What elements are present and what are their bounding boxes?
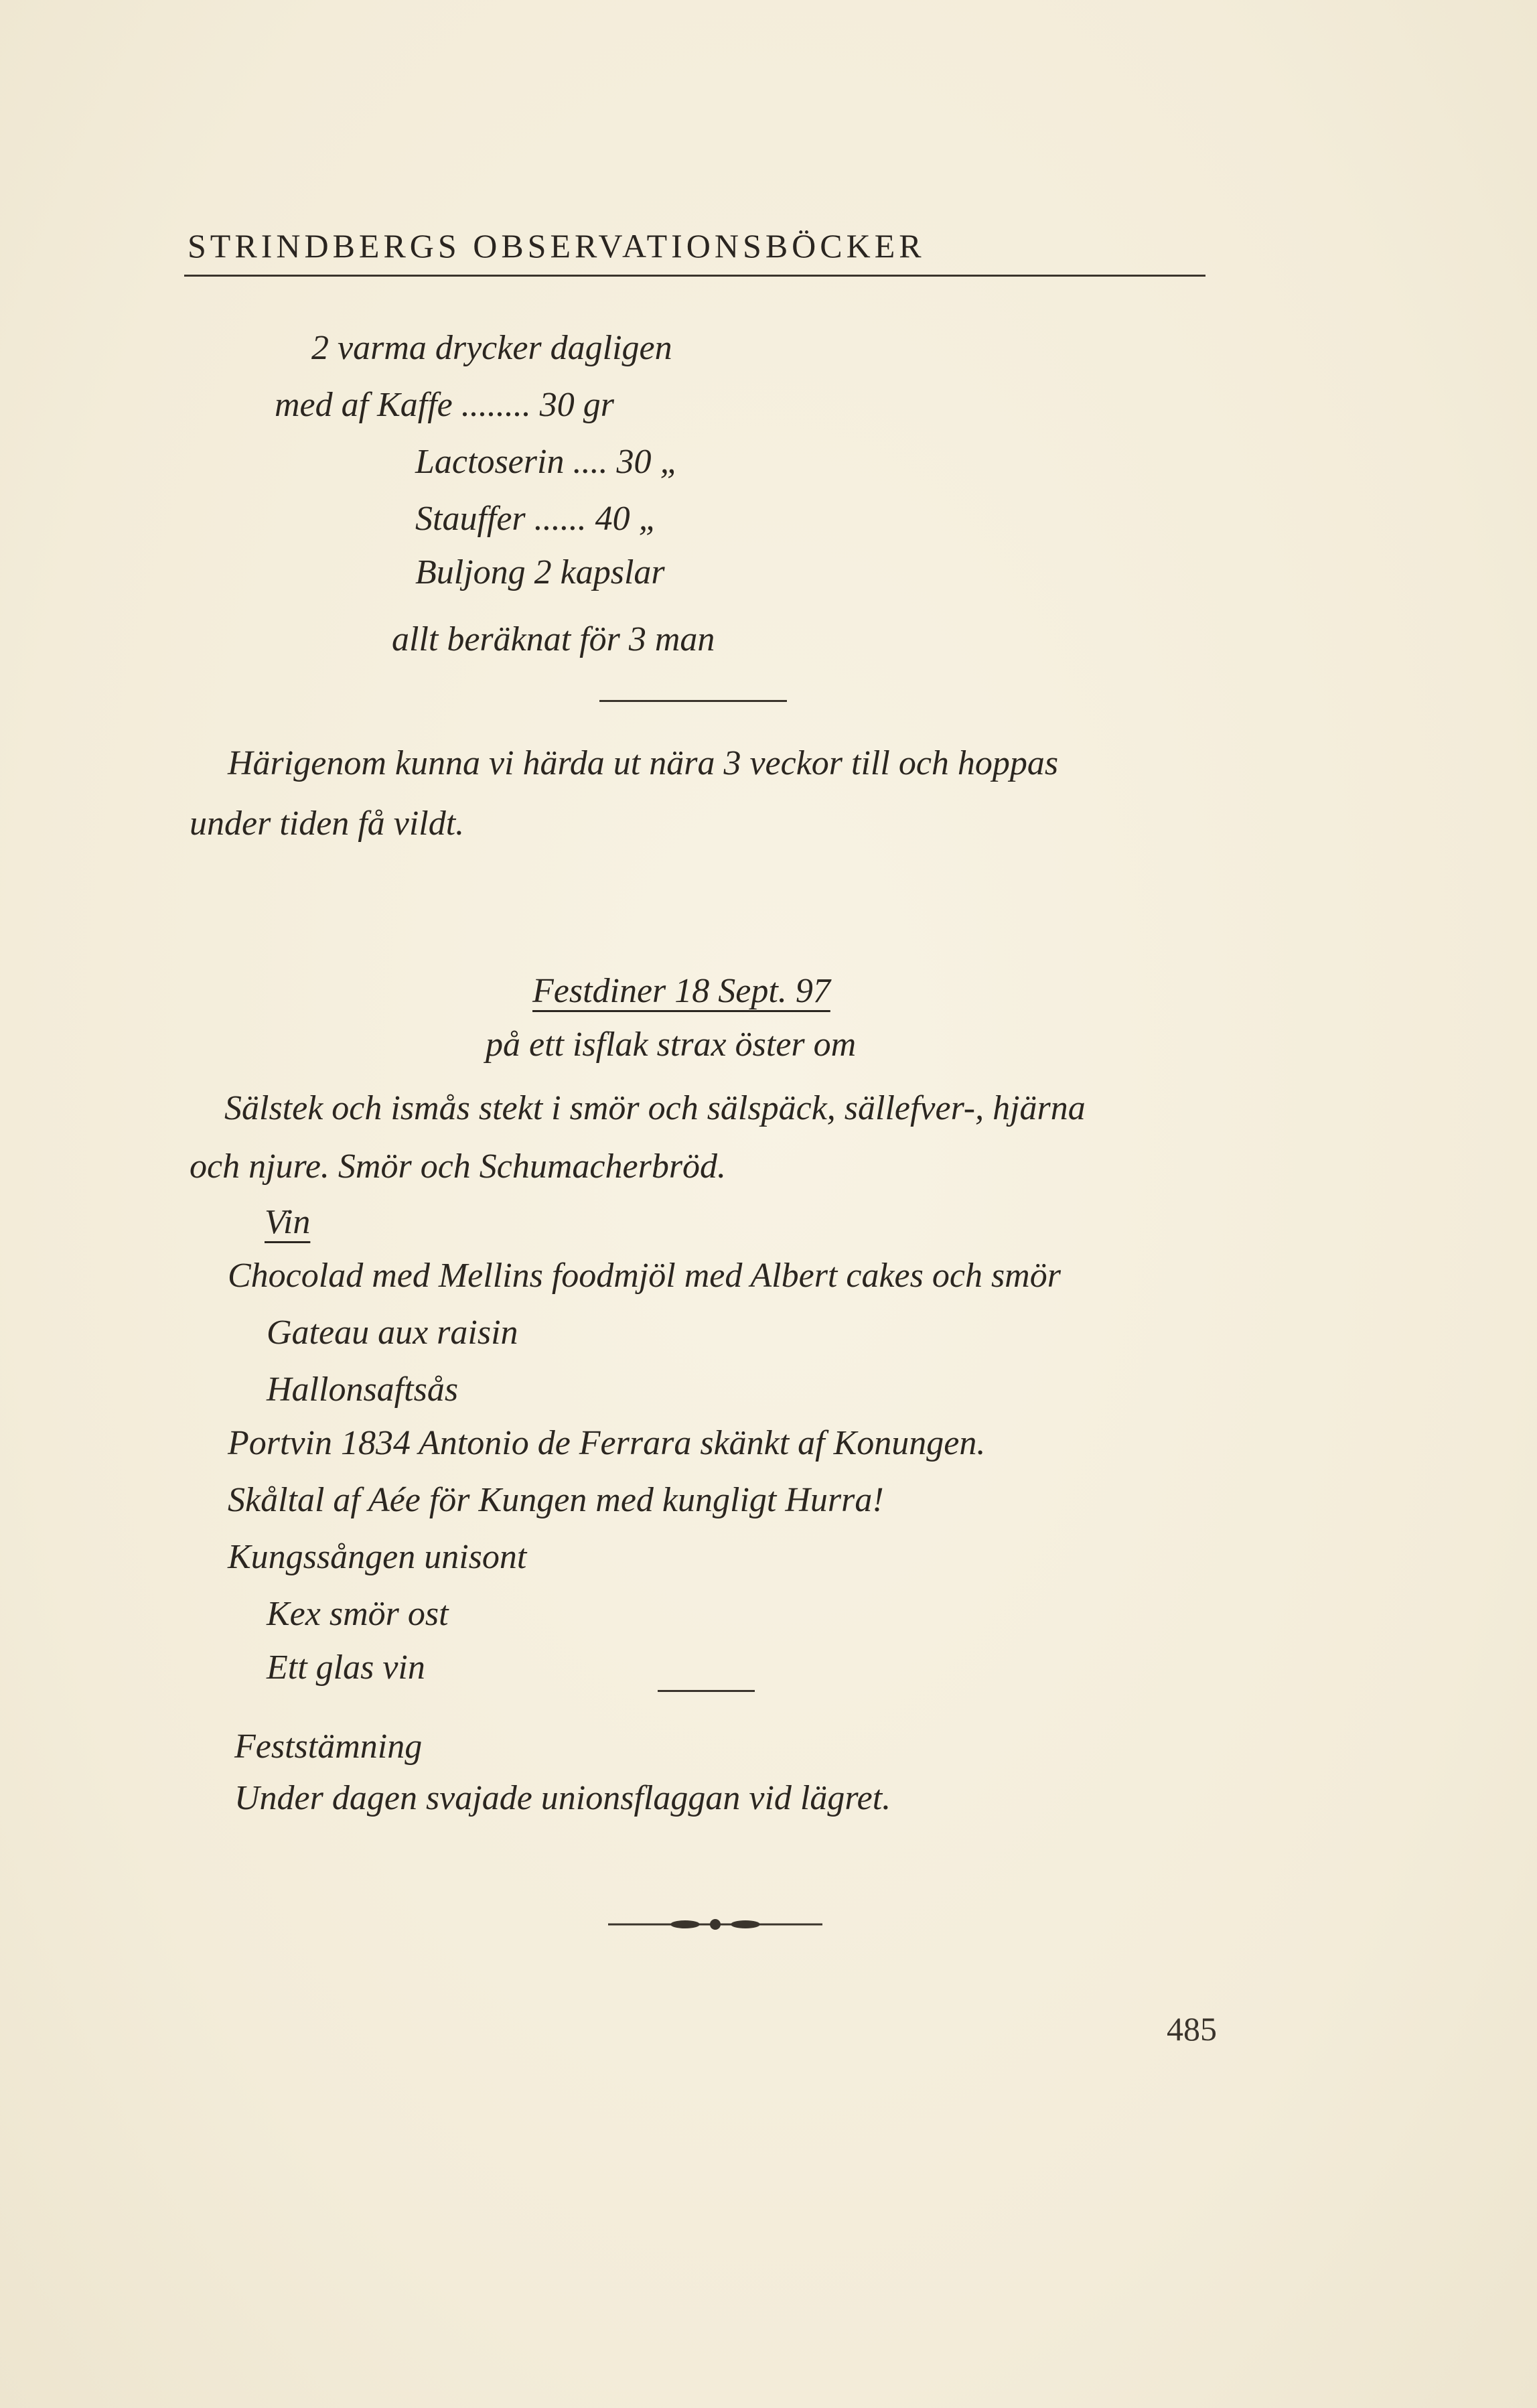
dinner-subtitle: på ett isflak strax öster om [486,1025,857,1064]
section-divider-1 [599,700,787,702]
ration-line-6: allt beräknat för 3 man [392,620,715,658]
dinner-item: Gateau aux raisin [267,1314,518,1352]
dinner-item: Hallonsaftsås [267,1370,459,1409]
dinner-item-wine: Vin [265,1203,311,1241]
dinner-title: Festdiner 18 Sept. 97 [532,972,830,1010]
dinner-item: Skåltal af Aée för Kungen med kungligt Hurra! [228,1481,884,1519]
ration-line-1: 2 varma drycker dagligen [311,329,672,367]
dinner-item: Ett glas vin [267,1648,425,1687]
dinner-item: Sälstek och ismås stekt i smör och sälspäck, sällefver-, hjärna [224,1089,1086,1127]
ration-line-4: Stauffer ...... 40 „ [415,500,658,538]
dinner-item: Kungssången unisont [228,1538,527,1576]
dinner-item: Kex smör ost [267,1595,449,1633]
dinner-item: Portvin 1834 Antonio de Ferrara skänkt af Konungen. [228,1424,986,1462]
ration-line-3: Lactoserin .... 30 „ [415,443,680,481]
closing-line-2: Under dagen svajade unionsflaggan vid lägret. [234,1779,891,1817]
ration-line-2: med af Kaffe ........ 30 gr [275,386,614,424]
paragraph-line-2: under tiden få vildt. [190,804,465,843]
running-header: STRINDBERGS OBSERVATIONSBÖCKER [188,227,926,265]
header-rule [184,275,1205,277]
closing-line-1: Feststämning [234,1727,423,1766]
dinner-item: och njure. Smör och Schumacherbröd. [190,1147,727,1186]
ration-line-5: Buljong 2 kapslar [415,553,665,591]
paragraph-line-1: Härigenom kunna vi härda ut nära 3 veckor till och hoppas [228,744,1059,782]
end-ornament-icon [608,1914,822,1934]
page-number: 485 [1167,2010,1217,2048]
section-divider-2 [658,1690,755,1692]
dinner-item: Chocolad med Mellins foodmjöl med Albert cakes och smör [228,1257,1061,1295]
